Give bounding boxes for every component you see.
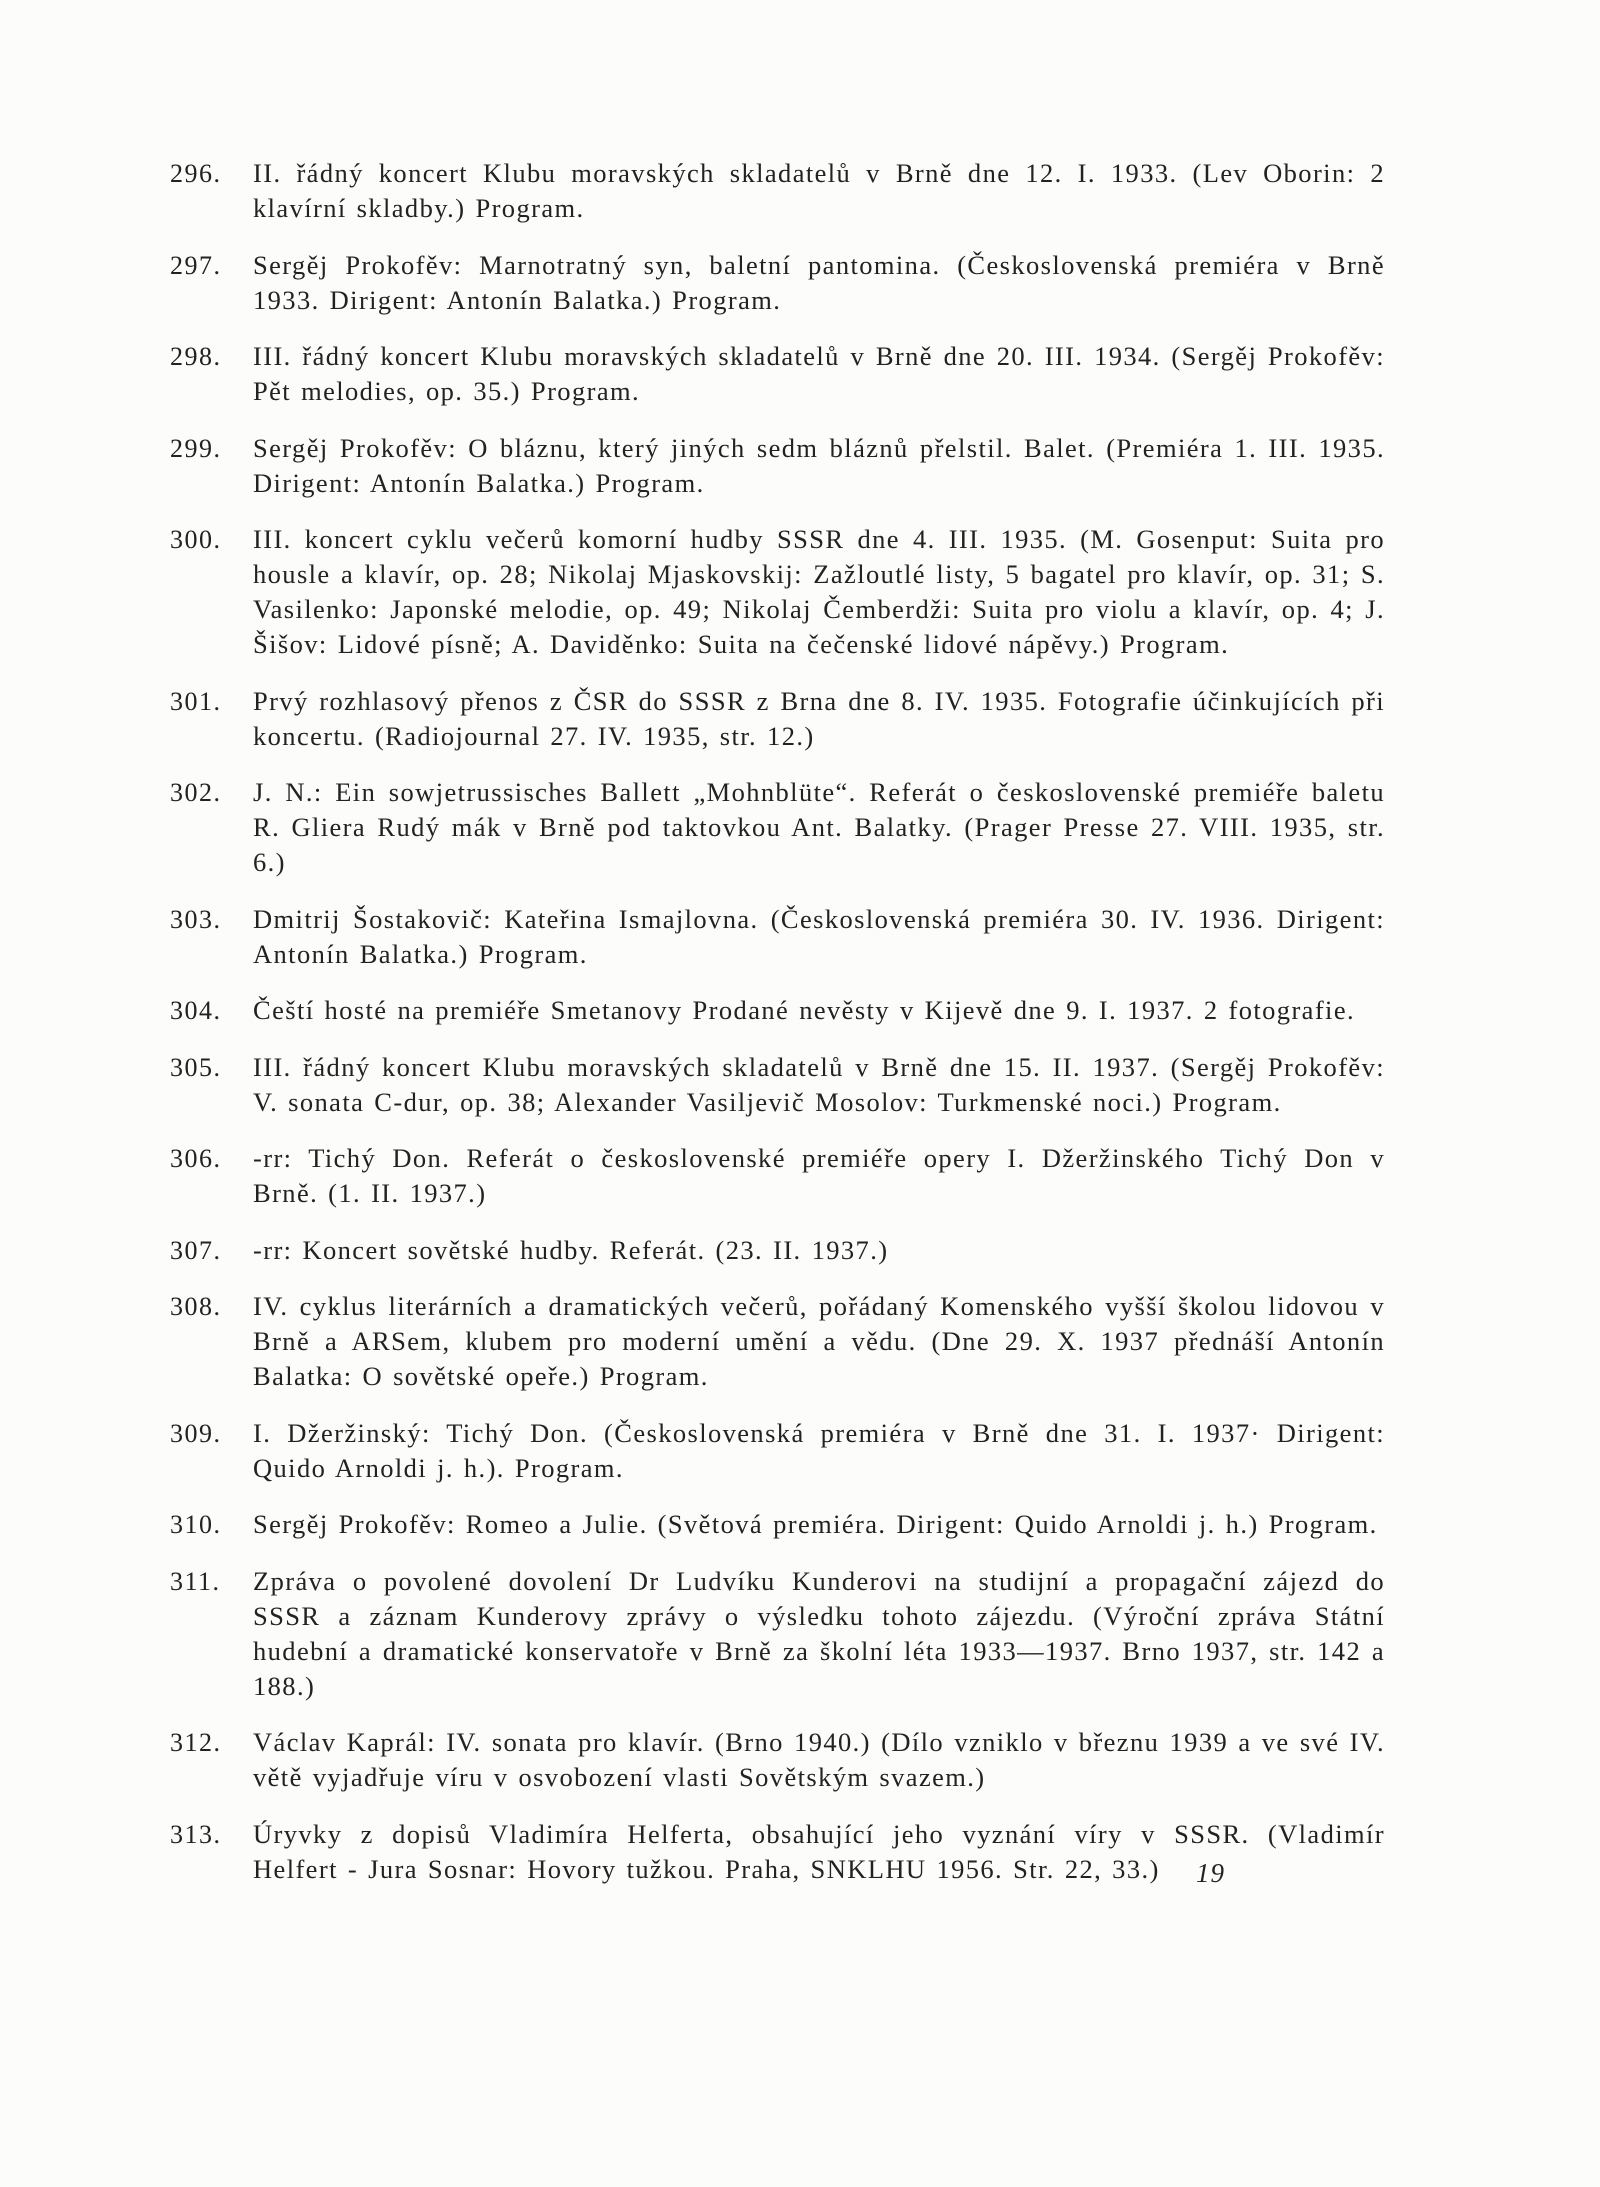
entry-list xyxy=(170,156,1385,1908)
entry-number: 311. xyxy=(170,1566,221,1596)
entry-number: 296. xyxy=(170,159,222,188)
entry-text: Sergěj Prokofěv: Romeo a Julie. (Světová premiéra. Dirigent: Quido Arnoldi j. h.) Program. xyxy=(253,1509,1378,1539)
entry-text: I. Džeržinský: Tichý Don. (Československá premiéra v Brně dne 31. I. 1937· Dirigent: Quido Arnoldi j. h.). Program. xyxy=(253,1417,1385,1483)
list-item xyxy=(170,522,1385,662)
entry-number: 313. xyxy=(170,1819,222,1849)
entry-number: 306. xyxy=(170,1144,222,1173)
list-item xyxy=(170,902,1385,972)
entry-text: Čeští hosté na premiéře Smetanovy Prodané nevěsty v Kijevě dne 9. I. 1937. 2 fotografie. xyxy=(253,995,1356,1025)
entry-text: Zpráva o povolené dovolení Dr Ludvíku Kunderovi na studijní a propagační zájezd do SSSR a záznam Kunderovy zprávy o výsledku tohoto zájezdu. (Výroční zpráva Státní hudební a dramatické konservatoře v Brně za školní léta 1933—1937. Brno 1937, str. 142 a 188.) xyxy=(253,1565,1385,1701)
entry-number: 300. xyxy=(170,525,222,554)
list-item xyxy=(170,339,1385,409)
entry-number: 307. xyxy=(170,1235,222,1265)
entry-number: 310. xyxy=(170,1510,222,1539)
entry-number: 309. xyxy=(170,1418,222,1448)
entry-number: 303. xyxy=(170,904,222,934)
entry-text: -rr: Koncert sovětské hudby. Referát. (23. II. 1937.) xyxy=(253,1234,889,1265)
entry-number: 305. xyxy=(170,1052,222,1082)
list-item xyxy=(170,1050,1385,1120)
entry-number: 299. xyxy=(170,433,222,463)
list-item xyxy=(170,1725,1385,1795)
entry-number: 298. xyxy=(170,342,222,371)
entry-number: 301. xyxy=(170,686,222,716)
entry-text: IV. cyklus literárních a dramatických večerů, pořádaný Komenského vyšší školou lidovou v Brně a ARSem, klubem pro moderní umění a vědu. (Dne 29. X. 1937 přednáší Antonín Balatka: O sovětské opeře.) Program. xyxy=(253,1291,1385,1391)
entry-text: III. řádný koncert Klubu moravských skladatelů v Brně dne 20. III. 1934. (Sergěj Prokofěv: Pět melodies, op. 35.) Program. xyxy=(253,341,1385,406)
list-item xyxy=(170,156,1385,226)
entry-text: II. řádný koncert Klubu moravských skladatelů v Brně dne 12. I. 1933. (Lev Oborin: 2 klavírní skladby.) Program. xyxy=(253,158,1385,223)
list-item xyxy=(170,993,1385,1028)
list-item xyxy=(170,1289,1385,1394)
entry-number: 308. xyxy=(170,1292,222,1321)
entry-text: III. řádný koncert Klubu moravských skladatelů v Brně dne 15. II. 1937. (Sergěj Prokofěv: V. sonata C-dur, op. 38; Alexander Vasiljevič Mosolov: Turkmenské noci.) Program. xyxy=(253,1051,1385,1117)
entry-number: 304. xyxy=(170,996,222,1025)
list-item xyxy=(170,1416,1385,1486)
entry-text: Sergěj Prokofěv: Marnotratný syn, baletní pantomina. (Československá premiéra v Brně 1933. Dirigent: Antonín Balatka.) Program. xyxy=(253,249,1385,315)
entry-text: -rr: Tichý Don. Referát o československé premiéře opery I. Džeržinského Tichý Don v Brně. (1. II. 1937.) xyxy=(253,1143,1385,1208)
list-item xyxy=(170,1233,1385,1268)
list-item xyxy=(170,1564,1385,1704)
entry-text: Sergěj Prokofěv: O bláznu, který jiných sedm bláznů přelstil. Balet. (Premiéra 1. III. 1935. Dirigent: Antonín Balatka.) Program. xyxy=(253,432,1385,498)
entry-number: 297. xyxy=(170,250,222,280)
entry-text: III. koncert cyklu večerů komorní hudby SSSR dne 4. III. 1935. (M. Gosenput: Suita pro housle a klavír, op. 28; Nikolaj Mjaskovskij: Zažloutlé listy, 5 bagatel pro klavír, op. 31; S. Vasilenko: Japonské melodie, op. 49; Nikolaj Čemberdži: Suita pro violu a klavír, op. 4; J. Šišov: Lidové písně; A. Daviděnko: Suita na čečenské lidové nápěvy.) Program. xyxy=(253,524,1385,659)
entry-number: 312. xyxy=(170,1728,222,1757)
entry-number: 302. xyxy=(170,778,222,807)
list-item xyxy=(170,775,1385,880)
list-item xyxy=(170,1507,1385,1542)
list-item xyxy=(170,1141,1385,1211)
list-item xyxy=(170,431,1385,501)
list-item xyxy=(170,684,1385,754)
list-item xyxy=(170,248,1385,318)
page-number: 19 xyxy=(1196,1858,1225,1888)
entry-text: Dmitrij Šostakovič: Kateřina Ismajlovna. (Československá premiéra 30. IV. 1936. Dirigent: Antonín Balatka.) Program. xyxy=(253,903,1385,969)
entry-text: Václav Kaprál: IV. sonata pro klavír. (Brno 1940.) (Dílo vzniklo v březnu 1939 a ve své IV. větě vyjadřuje víru v osvobození vlasti Sovětským svazem.) xyxy=(253,1727,1385,1792)
entry-text: J. N.: Ein sowjetrussisches Ballett „Mohnblüte“. Referát o československé premiéře baletu R. Gliera Rudý mák v Brně pod taktovkou Ant. Balatky. (Prager Presse 27. VIII. 1935, str. 6.) xyxy=(253,777,1385,877)
entry-text: Úryvky z dopisů Vladimíra Helferta, obsahující jeho vyznání víry v SSSR. (Vladimír Helfert - Jura Sosnar: Hovory tužkou. Praha, SNKLHU 1956. Str. 22, 33.) xyxy=(253,1818,1385,1884)
entry-text: Prvý rozhlasový přenos z ČSR do SSSR z Brna dne 8. IV. 1935. Fotografie účinkujících při koncertu. (Radiojournal 27. IV. 1935, str. 12.) xyxy=(253,685,1385,751)
